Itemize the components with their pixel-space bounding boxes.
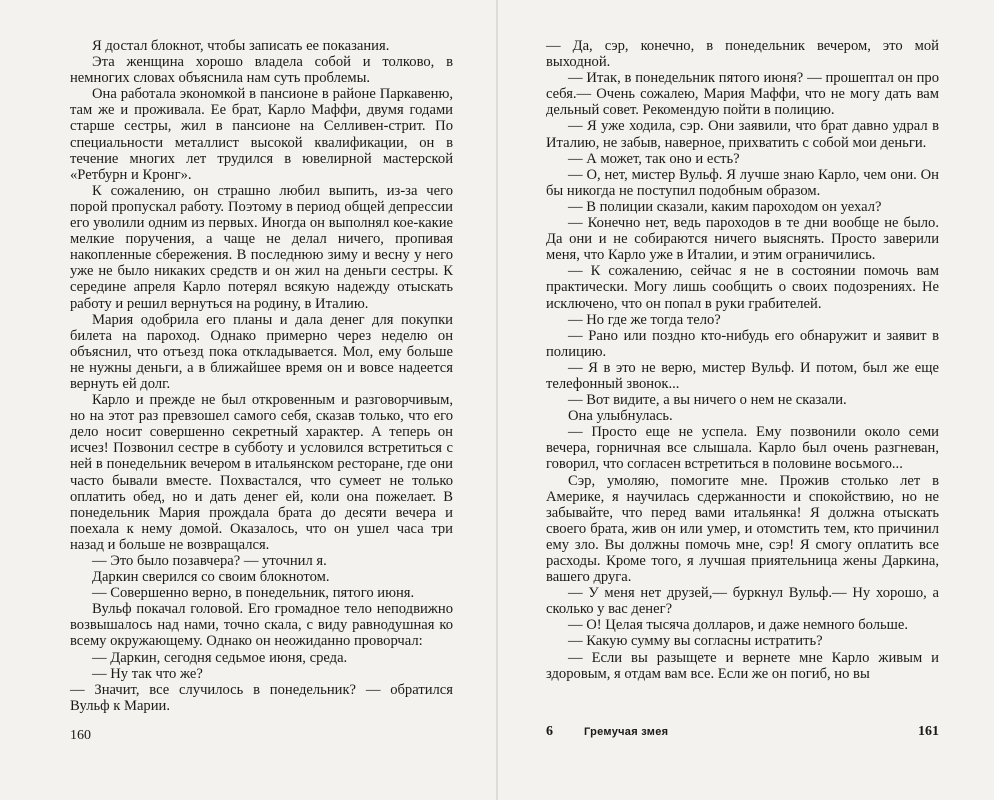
right-page-number: 161 <box>918 724 939 739</box>
paragraph: — Но где же тогда тело? <box>568 311 721 328</box>
paragraph: Даркин сверился со своим блокнотом. <box>92 569 330 586</box>
paragraph: — Я уже ходила, сэр. Они заявили, что брат давно удрал в Италию, не забыв, наверное, прихватить с собой мои деньги. <box>546 118 939 151</box>
paragraph: Сэр, умоляю, помогите мне. Прожив столько лет в Америке, я научилась сдержанности и спокойствию, но не забывайте, что перед вами итальянка! Я должна отыскать своего брата, жив он или умер, и отомстить тем, кто причинил ему зло. Вы должны помочь мне, сэр! Я смогу оплатить все расходы. Кроме того, я лучшая приятельница жены Даркина, вашего друга. <box>546 472 939 586</box>
paragraph: — Это было позавчера? — уточнил я. <box>92 553 327 569</box>
paragraph: Вульф покачал головой. Его громадное тело неподвижно возвышалось над нами, точно скала, с виду равнодушная ко всему окружающему. Однако он неожиданно проворчал: <box>70 601 453 650</box>
paragraph: — Просто еще не успела. Ему позвонили около семи вечера, горничная все слышала. Карло был очень разгневан, говорил, что согласен встретиться в половине восьмого... <box>546 424 939 473</box>
paragraph: — О! Целая тысяча долларов, и даже немного больше. <box>568 617 909 634</box>
paragraph: — У меня нет друзей,— буркнул Вульф.— Ну хорошо, а сколько у вас денег? <box>546 585 939 618</box>
paragraph: — Я в это не верю, мистер Вульф. И потом, был же еще телефонный звонок... <box>546 359 939 392</box>
left-page <box>70 38 453 714</box>
paragraph: — К сожалению, сейчас я не в состоянии помочь вам практически. Могу лишь сообщить о своих подозрениях. Не исключено, что он попал в руки грабителей. <box>546 263 939 312</box>
paragraph: Я достал блокнот, чтобы записать ее показания. <box>92 38 390 54</box>
paragraph: — Какую сумму вы согласны истратить? <box>568 633 823 650</box>
paragraph: Карло и прежде не был откровенным и разговорчивым, но на этот раз превзошел самого себя, сказав только, что его дело носит совершенно секретный характер. А теперь он исчез! Позвонил сестре в субботу и условился встретиться с ней в понедельник вечером в итальянском ресторане, где они часто бывали вместе. Похвастался, что сумеет не только оплатить обед, но и дать денег ей, коли она пожелает. В понедельник Мария прождала брата до десяти вечера и поехала к нему домой. Оказалось, что он ушел часа три назад и больше не возвращался. <box>70 392 453 553</box>
paragraph: — Ну так что же? <box>92 665 203 682</box>
right-page <box>546 38 939 682</box>
signature-title: Гремучая змея <box>584 726 669 738</box>
paragraph: — Совершенно верно, в понедельник, пятого июня. <box>92 585 415 602</box>
signature-number: 6 <box>546 724 553 739</box>
paragraph: — Даркин, сегодня седьмое июня, среда. <box>92 649 348 666</box>
paragraph: — В полиции сказали, каким пароходом он уехал? <box>568 198 882 215</box>
paragraph: Она работала экономкой в пансионе в районе Паркавеню, там же и проживала. Ее брат, Карло Маффи, двумя годами старше сестры, жил в пансионе на Селливен-стрит. По специальности металлист высокой квалификации, он в течение многих лет трудился в ювелирной мастерской «Ретбурн и Кронг». <box>70 86 453 183</box>
paragraph: — Рано или поздно кто-нибудь его обнаружит и заявит в полицию. <box>546 327 939 360</box>
paragraph: — Итак, в понедельник пятого июня? — прошептал он про себя.— Очень сожалею, Мария Маффи, что не могу дать вам дельный совет. Рекомендую пойти в полицию. <box>546 70 939 119</box>
paragraph: Она улыбнулась. <box>568 408 673 425</box>
left-page-number: 160 <box>70 728 91 743</box>
paragraph: Мария одобрила его планы и дала денег для покупки билета на пароход. Однако примерно через неделю он объяснил, что отъезд пока откладывается. Мол, ему больше не нужны деньги, а в ближайшее время он и вовсе надеется вернуть ей долг. <box>70 311 453 392</box>
paragraph: — А может, так оно и есть? <box>568 150 740 167</box>
paragraph: Эта женщина хорошо владела собой и толково, в немногих словах объяснила нам суть проблемы. <box>70 54 453 87</box>
paragraph: — Да, сэр, конечно, в понедельник вечером, это мой выходной. <box>546 38 939 71</box>
paragraph: — Если вы разыщете и вернете мне Карло живым и здоровым, я отдам вам все. Если же он погиб, но вы <box>546 649 939 682</box>
paragraph: — О, нет, мистер Вульф. Я лучше знаю Карло, чем они. Он бы никогда не поступил подобным образом. <box>546 166 939 199</box>
book-spine <box>496 0 498 800</box>
paragraph: — Значит, все случилось в понедельник? — обратился Вульф к Марии. <box>70 681 453 714</box>
paragraph: — Вот видите, а вы ничего о нем не сказали. <box>568 392 847 409</box>
paragraph: — Конечно нет, ведь пароходов в те дни вообще не было. Да они и не собираются ничего выяснять. Просто заверили меня, что Карло уже в Италии, и этим ограничились. <box>546 215 939 264</box>
paragraph: К сожалению, он страшно любил выпить, из-за чего порой пропускал работу. Поэтому в период общей депрессии его уволили одним из первых. Иногда он выполнял кое-какие мелкие поручения, а чаще не делал ничего, пропивая накопленные сбережения. В последнюю зиму и весну у него уже не было никаких средств и он жил на деньги сестры. К середине апреля Карло потерял всякую надежду отыскать работу и решил вернуться на родину, в Италию. <box>70 182 453 312</box>
